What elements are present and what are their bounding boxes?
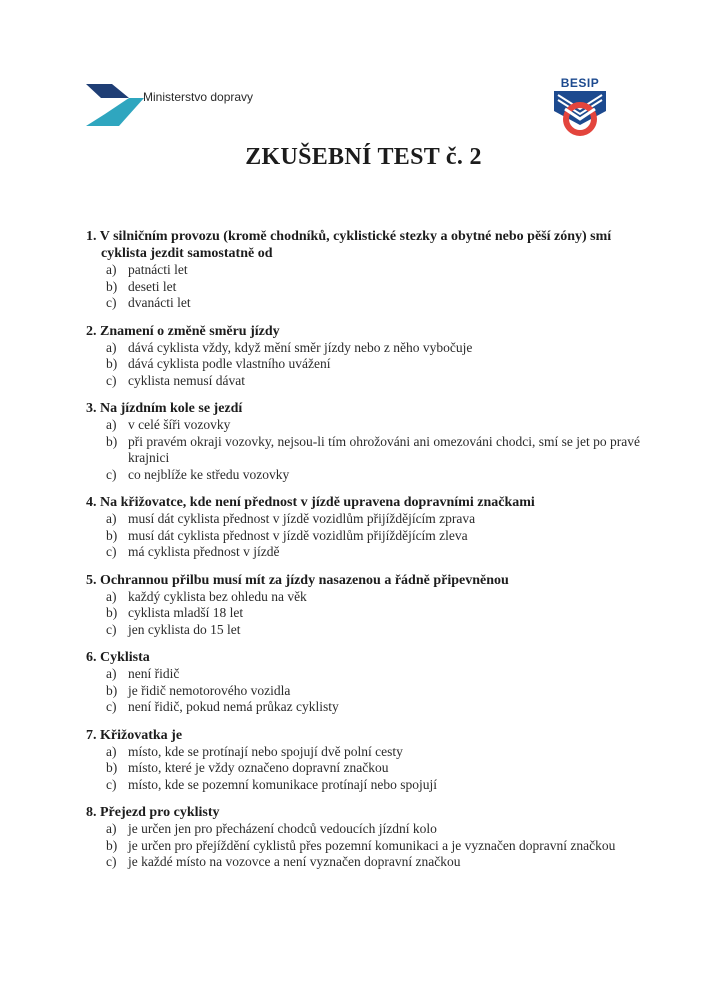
answer-letter: a)	[106, 417, 117, 432]
answer-text: není řidič	[128, 666, 180, 681]
ministry-of-transport-logo-icon	[86, 84, 146, 130]
answer-option	[86, 666, 646, 683]
answer-option	[86, 417, 646, 434]
question-title	[86, 649, 646, 666]
answer-letter: b)	[106, 527, 118, 543]
question-text: 3. Na jízdním kole se jezdí	[86, 401, 243, 416]
question-text-continued: cyklista jezdit samostatně od	[101, 246, 273, 261]
besip-emblem-icon	[552, 89, 608, 137]
answer-letter: c)	[106, 699, 117, 714]
answer-text: jen cyklista do 15 let	[128, 621, 241, 637]
answer-letter: a)	[106, 511, 117, 526]
ministry-name: Ministerstvo dopravy	[143, 90, 254, 104]
answer-text: je každé místo na vozovce a není vyznačen dopravní značkou	[128, 854, 461, 869]
answer-option	[86, 744, 646, 761]
answer-text: je určen jen pro přecházení chodců vedoucích jízdní kolo	[128, 821, 437, 836]
question-5	[86, 572, 646, 639]
answer-option	[86, 544, 646, 561]
answer-letter: a)	[106, 262, 117, 277]
answer-text: deseti let	[128, 278, 177, 294]
question-title	[86, 228, 646, 262]
answer-letter: c)	[106, 776, 117, 792]
answer-letter: c)	[106, 466, 117, 482]
answer-letter: a)	[106, 339, 117, 355]
answer-text: při pravém okraji vozovky, nejsou-li tím ohrožováni ani omezováni chodci, smí se jet po pravé krajnici	[128, 433, 640, 465]
answer-letter: c)	[106, 544, 117, 559]
question-4	[86, 494, 646, 561]
answer-text: dává cyklista podle vlastního uvážení	[128, 356, 331, 371]
answer-text: je určen pro přejíždění cyklistů přes pozemní komunikaci a je vyznačen dopravní značkou	[128, 837, 616, 853]
answer-option	[86, 356, 646, 373]
answer-option	[86, 699, 646, 716]
answer-option	[86, 777, 646, 794]
answer-text: v celé šíři vozovky	[128, 417, 231, 432]
answer-text: dvanácti let	[128, 295, 191, 310]
answer-option	[86, 467, 646, 484]
besip-logo	[550, 76, 610, 138]
question-6	[86, 649, 646, 716]
question-list	[86, 228, 646, 882]
answer-letter: c)	[106, 621, 117, 637]
answer-text: není řidič, pokud nemá průkaz cyklisty	[128, 699, 339, 714]
answer-option	[86, 589, 646, 606]
answer-option	[86, 622, 646, 639]
answer-letter: b)	[106, 278, 118, 294]
answer-text: místo, které je vždy označeno dopravní značkou	[128, 760, 389, 775]
question-3	[86, 400, 646, 483]
question-text: 2. Znamení o změně směru jízdy	[86, 323, 280, 339]
answer-text: místo, kde se pozemní komunikace protínají nebo spojují	[128, 776, 437, 792]
question-text: 1. V silničním provozu (kromě chodníků, cyklistické stezky a obytné nebo pěší zóny) smí	[86, 229, 612, 244]
answer-text: co nejblíže ke středu vozovky	[128, 466, 290, 482]
answer-letter: a)	[106, 743, 117, 759]
answer-letter: a)	[106, 821, 117, 836]
page-title: ZKUŠEBNÍ TEST č. 2	[245, 144, 482, 170]
answer-option	[86, 838, 646, 855]
answer-option	[86, 262, 646, 279]
answer-option	[86, 295, 646, 312]
answer-letter: b)	[106, 682, 118, 698]
question-title	[86, 494, 646, 511]
answer-letter: a)	[106, 666, 117, 681]
question-title	[86, 727, 646, 744]
besip-label: BESIP	[560, 76, 600, 90]
question-title	[86, 804, 646, 821]
question-title	[86, 572, 646, 589]
question-text: 7. Křižovatka je	[86, 727, 183, 743]
question-text: 8. Přejezd pro cyklisty	[86, 805, 220, 820]
answer-text: dává cyklista vždy, když mění směr jízdy nebo z něho vybočuje	[128, 339, 473, 355]
answer-text: je řidič nemotorového vozidla	[128, 682, 291, 698]
question-text: 4. Na křižovatce, kde není přednost v jízdě upravena dopravními značkami	[86, 495, 535, 510]
answer-letter: c)	[106, 295, 117, 310]
answer-letter: b)	[106, 433, 118, 449]
answer-option	[86, 821, 646, 838]
answer-letter: c)	[106, 854, 117, 869]
question-7	[86, 727, 646, 794]
answer-text: místo, kde se protínají nebo spojují dvě polní cesty	[128, 743, 403, 759]
answer-letter: b)	[106, 837, 118, 853]
answer-option	[86, 528, 646, 545]
answer-option	[86, 760, 646, 777]
question-8	[86, 804, 646, 871]
answer-letter: b)	[106, 605, 118, 620]
answer-letter: b)	[106, 356, 118, 371]
answer-option	[86, 340, 646, 357]
answer-option	[86, 511, 646, 528]
answer-text: má cyklista přednost v jízdě	[128, 544, 280, 559]
question-title	[86, 400, 646, 417]
answer-letter: a)	[106, 588, 117, 604]
answer-letter: b)	[106, 760, 118, 775]
question-text: 6. Cyklista	[86, 650, 150, 665]
answer-text: musí dát cyklista přednost v jízdě vozidlům přijíždějícím zprava	[128, 511, 476, 526]
question-2	[86, 323, 646, 390]
question-text: 5. Ochrannou přilbu musí mít za jízdy nasazenou a řádně připevněnou	[86, 572, 509, 588]
answer-letter: c)	[106, 372, 117, 388]
answer-option	[86, 373, 646, 390]
answer-text: patnácti let	[128, 262, 188, 277]
answer-text: cyklista mladší 18 let	[128, 605, 244, 620]
answer-option	[86, 854, 646, 871]
answer-text: musí dát cyklista přednost v jízdě vozidlům přijíždějícím zleva	[128, 527, 468, 543]
question-1	[86, 228, 646, 312]
answer-text: cyklista nemusí dávat	[128, 372, 245, 388]
question-title	[86, 323, 646, 340]
answer-option	[86, 279, 646, 296]
answer-option	[86, 605, 646, 622]
answer-option	[86, 434, 646, 467]
answer-option	[86, 683, 646, 700]
answer-text: každý cyklista bez ohledu na věk	[128, 588, 307, 604]
